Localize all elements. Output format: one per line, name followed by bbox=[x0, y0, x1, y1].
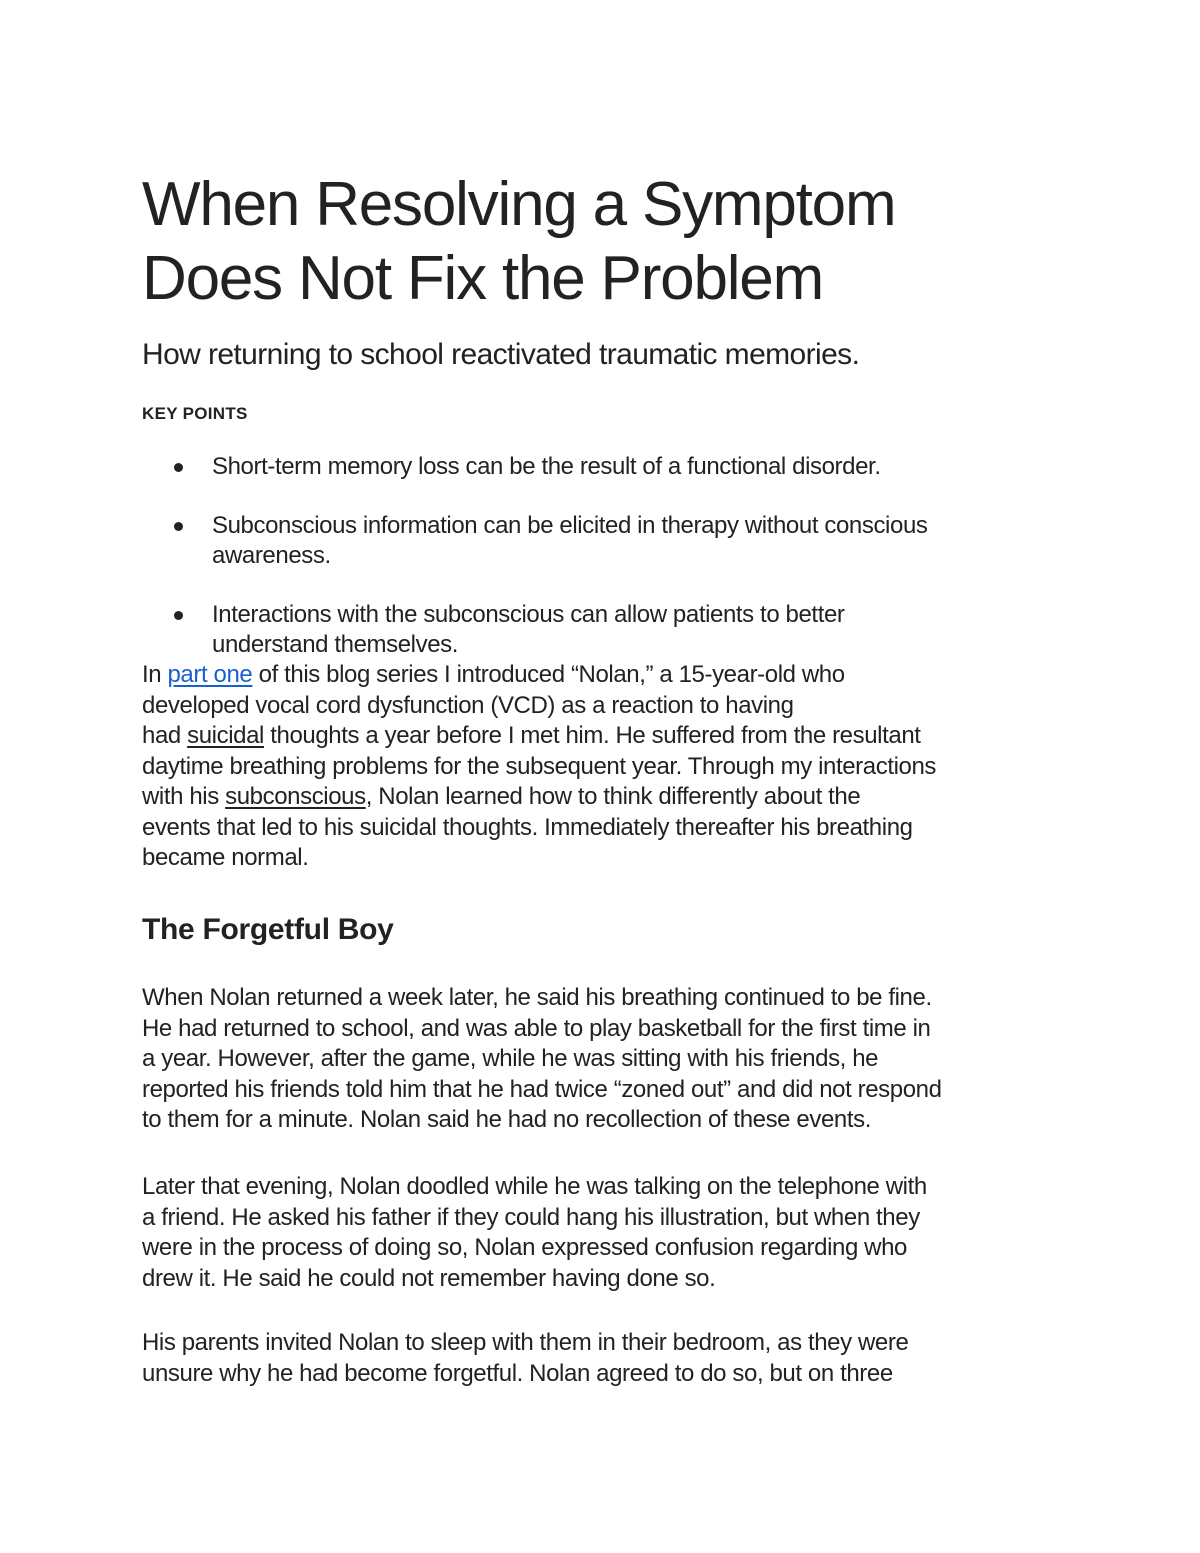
key-points-heading: KEY POINTS bbox=[142, 404, 248, 423]
key-point-text: awareness. bbox=[212, 542, 331, 569]
article-subtitle: How returning to school reactivated traumatic memories. bbox=[142, 338, 860, 371]
key-point-item bbox=[142, 511, 1042, 572]
bullet-icon bbox=[174, 611, 183, 620]
key-point-item bbox=[142, 452, 1042, 483]
body-paragraph: Later that evening, Nolan doodled while he was talking on the telephone with a friend. He asked his father if they could hang his illustration, but when they were in the process of doing so, Nolan expressed confusion regarding who drew it. He said he could not remember having done so. bbox=[142, 1173, 927, 1292]
key-point-text: Interactions with the subconscious can allow patients to better bbox=[212, 600, 845, 628]
title-line: Does Not Fix the Problem bbox=[142, 244, 824, 313]
title-line: When Resolving a Symptom bbox=[142, 170, 896, 239]
subconscious-link[interactable]: subconscious bbox=[225, 783, 366, 810]
key-point-text: understand themselves. bbox=[212, 631, 459, 658]
suicidal-link[interactable]: suicidal bbox=[187, 722, 264, 749]
bullet-icon bbox=[174, 463, 183, 472]
key-point-text: Short-term memory loss can be the result of a functional disorder. bbox=[212, 453, 881, 480]
body-paragraph: When Nolan returned a week later, he said his breathing continued to be fine. He had returned to school, and was able to play basketball for the first time in a year. However, after the game, while he was sitting with his friends, he reported his friends told him that he had twice “zoned out” and did not respond to them for a minute. Nolan said he had no recollection of these events. bbox=[142, 984, 942, 1133]
part-one-link[interactable]: part one bbox=[167, 661, 253, 688]
key-point-text: Subconscious information can be elicited in therapy without conscious bbox=[212, 511, 928, 539]
key-point-item bbox=[142, 600, 1042, 661]
section-heading: The Forgetful Boy bbox=[142, 913, 394, 946]
intro-paragraph: In part one of this blog series I introduced “Nolan,” a 15-year-old who developed vocal cord dysfunction (VCD) as a reaction to having had suicidal thoughts a year before I met him. He suffered from the resultant daytime breathing problems for the subsequent year. Through my interactions with his subconscious, Nolan learned how to think differently about the events that led to his suicidal thoughts. Immediately thereafter his breathing became normal. bbox=[142, 661, 937, 871]
article-title bbox=[142, 168, 895, 316]
bullet-icon bbox=[174, 522, 183, 531]
body-paragraph: His parents invited Nolan to sleep with them in their bedroom, as they were unsure why he had become forgetful. Nolan agreed to do so, but on three bbox=[142, 1329, 909, 1387]
key-points-list bbox=[142, 452, 1042, 661]
